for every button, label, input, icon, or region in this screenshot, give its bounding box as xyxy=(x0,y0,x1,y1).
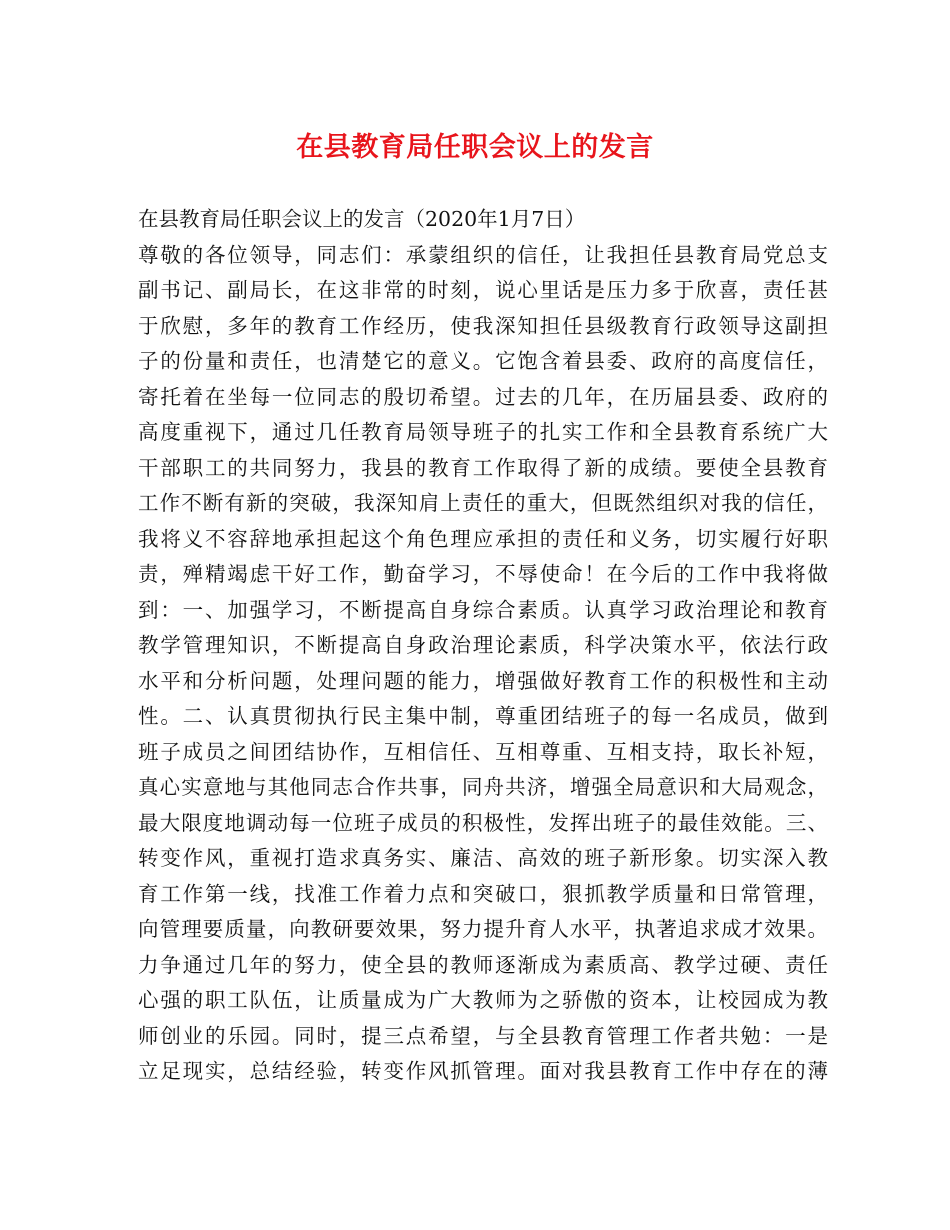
document-line: 于欣慰，多年的教育工作经历，使我深知担任县级教育行政领导这副担 xyxy=(138,313,828,338)
document-line: 最大限度地调动每一位班子成员的积极性，发挥出班子的最佳效能。三、 xyxy=(138,810,828,835)
document-line: 转变作风，重视打造求真务实、廉洁、高效的班子新形象。切实深入教 xyxy=(138,846,828,870)
document-line: 心强的职工队伍，让质量成为广大教师为之骄傲的资本，让校园成为教 xyxy=(138,988,828,1012)
document-line: 立足现实，总结经验，转变作风抓管理。面对我县教育工作中存在的薄 xyxy=(138,1059,828,1083)
document-line: 性。二、认真贯彻执行民主集中制，尊重团结班子的每一名成员，做到 xyxy=(138,704,828,728)
document-line: 干部职工的共同努力，我县的教育工作取得了新的成绩。要使全县教育 xyxy=(138,455,828,480)
document-line: 副书记、副局长，在这非常的时刻，说心里话是压力多于欣喜，责任甚 xyxy=(138,278,828,302)
document-line: 育工作第一线，找准工作着力点和突破口，狠抓教学质量和日常管理， xyxy=(138,881,828,906)
document-line: 水平和分析问题，处理问题的能力，增强做好教育工作的积极性和主动 xyxy=(138,668,828,693)
document-line: 向管理要质量，向教研要效果，努力提升育人水平，执著追求成才效果。 xyxy=(138,917,828,941)
document-line: 在县教育局任职会议上的发言（2020年1月7日） xyxy=(138,207,586,231)
document-line: 高度重视下，通过几任教育局领导班子的扎实工作和全县教育系统广大 xyxy=(138,420,828,444)
document-line: 寄托着在坐每一位同志的殷切希望。过去的几年，在历届县委、政府的 xyxy=(138,384,828,409)
document-line: 子的份量和责任，也清楚它的意义。它饱含着县委、政府的高度信任， xyxy=(138,349,828,373)
document-line: 尊敬的各位领导，同志们：承蒙组织的信任，让我担任县教育局党总支 xyxy=(138,242,828,267)
document-title: 在县教育局任职会议上的发言 xyxy=(296,132,654,163)
document-line: 到：一、加强学习，不断提高自身综合素质。认真学习政治理论和教育 xyxy=(138,597,828,622)
document-line: 工作不断有新的突破，我深知肩上责任的重大，但既然组织对我的信任， xyxy=(138,491,828,515)
document-line: 教学管理知识，不断提高自身政治理论素质，科学决策水平，依法行政 xyxy=(138,633,828,657)
document-line: 班子成员之间团结协作，互相信任、互相尊重、互相支持，取长补短， xyxy=(138,739,828,764)
document-line: 真心实意地与其他同志合作共事，同舟共济，增强全局意识和大局观念， xyxy=(138,775,828,799)
document-line: 责，殚精竭虑干好工作，勤奋学习，不辱使命！在今后的工作中我将做 xyxy=(138,562,828,586)
document-line: 我将义不容辞地承担起这个角色理应承担的责任和义务，切实履行好职 xyxy=(138,526,828,551)
document-line: 力争通过几年的努力，使全县的教师逐渐成为素质高、教学过硬、责任 xyxy=(138,952,828,977)
document-line: 师创业的乐园。同时，提三点希望，与全县教育管理工作者共勉：一是 xyxy=(138,1023,828,1048)
document-body xyxy=(138,202,828,1090)
